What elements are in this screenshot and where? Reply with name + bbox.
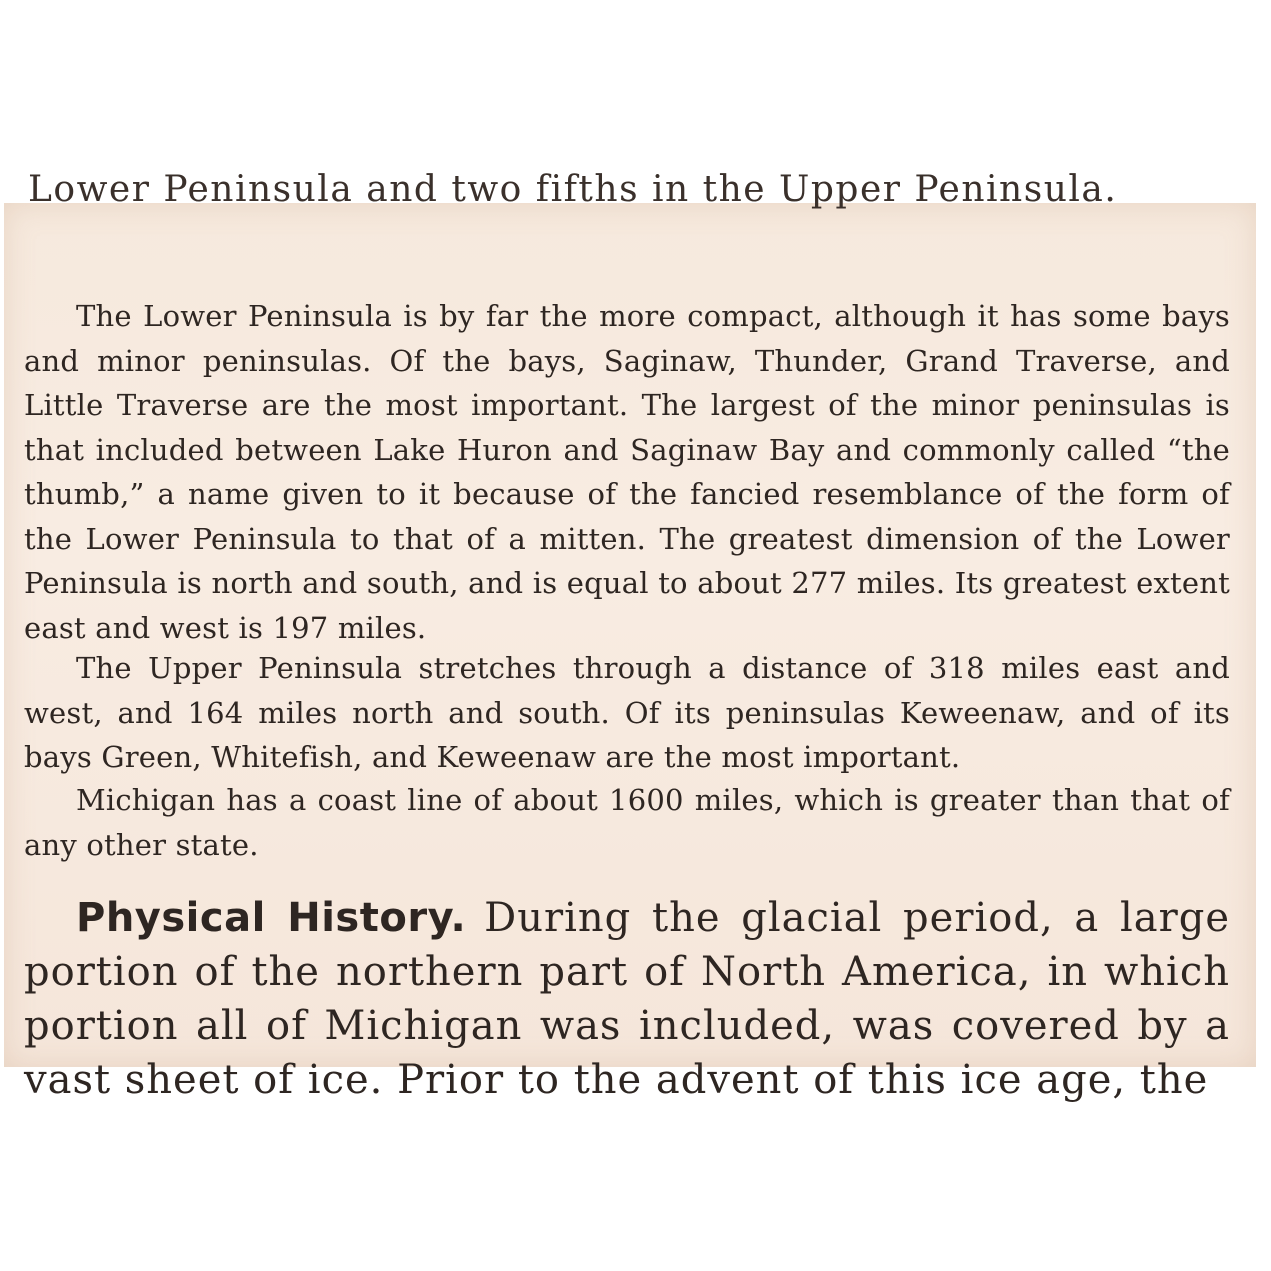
paragraph-lower-peninsula: The Lower Peninsula is by far the more compact, although it has some bays and minor peninsulas. Of the bays, Saginaw, Thunder, Grand Traverse, and Little Traverse are the most important. The largest of the minor peninsulas is that included between Lake Huron and Saginaw Bay and commonly called “the thumb,” a name given to it because of the fancied resemblance of the form of the Lower Peninsula to that of a mitten. The greatest dimension of the Lower Peninsula is north and south, and is equal to about 277 miles. Its greatest extent east and west is 197 miles. (24, 299, 1230, 645)
section-heading: Physical History. (76, 895, 467, 941)
section-text: During the glacial period, a large portion of the northern part of North America, in which portion all of Michigan was included, was covered by a vast sheet of ice. Prior to the advent of this ice age, the (24, 895, 1230, 1103)
newspaper-clipping (4, 169, 1256, 1103)
paragraph-coast-line: Michigan has a coast line of about 1600 miles, which is greater than that of any other state. (24, 783, 1230, 862)
physical-history-section (24, 891, 1230, 1107)
cut-off-text-line: Lower Peninsula and two fifths in the Upper Peninsula. (28, 169, 1118, 210)
paragraph-upper-peninsula: The Upper Peninsula stretches through a distance of 318 miles east and west, and 164 miles north and south. Of its peninsulas Keweenaw, and of its bays Green, Whitefish, and Keweenaw are the most important. (24, 651, 1230, 774)
